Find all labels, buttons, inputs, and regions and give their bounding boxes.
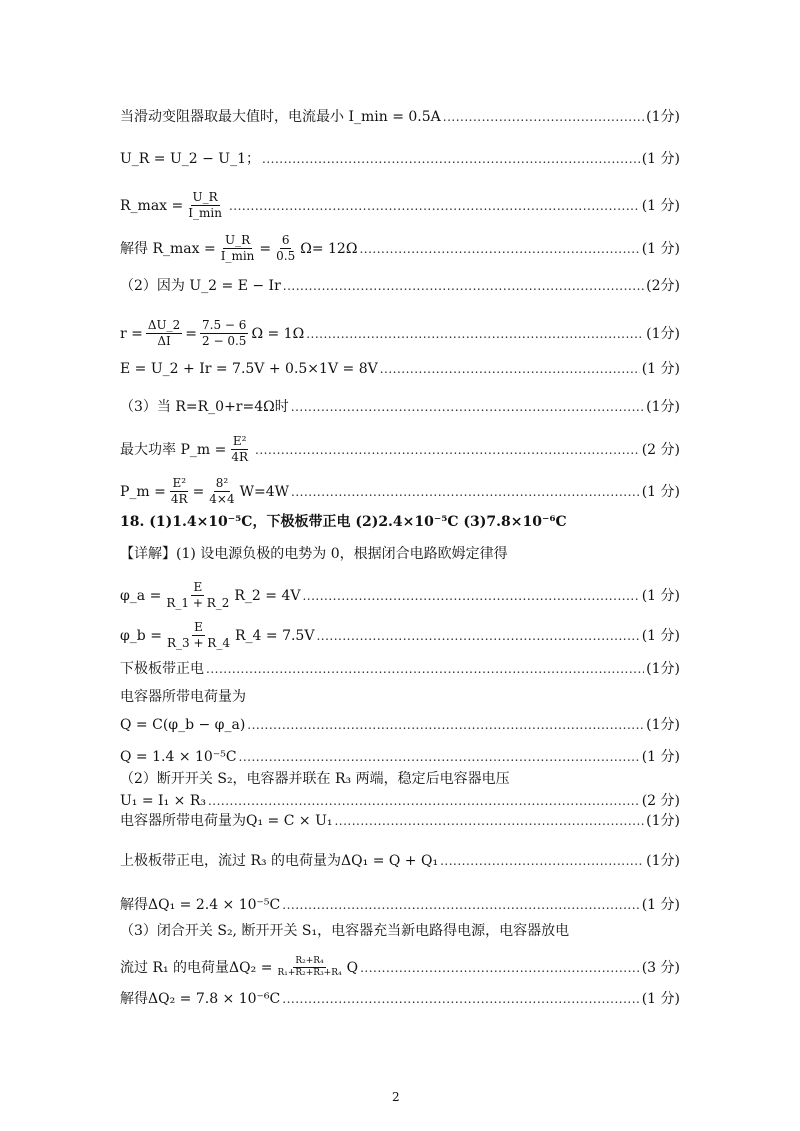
solution-line-7 [120,360,680,378]
part2-intro: （2）断开开关 S₂，电容器并联在 R₃ 两端，稳定后电容器电压 [120,771,510,787]
score: (1 分) [641,361,680,377]
score: (1分) [646,109,680,125]
score: (1 分) [641,749,680,765]
leader-dots [359,240,639,258]
lower-plate-line [120,660,680,678]
expression [120,956,358,979]
solution-line-4 [120,233,680,264]
leader-dots [291,483,640,501]
expression [120,476,289,507]
score: (3 分) [641,959,680,976]
part3-intro: （3）闭合开关 S₂, 断开开关 S₁，电容器充当新电路得电源，电容器放电 [120,923,570,939]
expr-prefix: P_m = [120,483,166,500]
leader-dots [208,792,640,810]
leader-dots [306,325,644,343]
expression [120,434,253,465]
numerator: U_R [224,233,251,247]
score: (1 分) [641,991,680,1007]
leader-dots [316,627,639,645]
score: (1分) [646,399,680,415]
part2-line-2 [120,812,680,830]
solution-line-5 [120,277,680,295]
solution-line-9 [120,434,680,465]
phi-a-line [120,580,680,611]
part2-line-3 [120,852,680,870]
solution-line-3 [120,190,680,221]
expression: 电容器所带电荷量为Q₁ = C × U₁ [120,813,333,829]
leader-dots [334,812,644,830]
denominator: 4R [170,492,188,506]
fraction [207,476,236,507]
numerator: 7.5 − 6 [202,318,247,332]
q-value-line [120,748,680,766]
denominator: I_min [220,249,255,263]
score: (1 分) [641,483,680,500]
score: (1分) [646,661,680,677]
leader-dots [440,852,644,870]
leader-dots [380,360,640,378]
expr-prefix: φ_b = [120,627,162,644]
leader-dots [302,587,639,605]
fraction [219,233,257,264]
numerator: E [194,620,203,634]
fraction [186,190,224,221]
denominator: R_1 + R_2 [166,596,230,610]
leader-dots [247,716,644,734]
solution-line-2 [120,150,680,168]
expression [120,190,227,221]
denominator: I_min [188,206,222,220]
leader-dots [229,197,640,215]
fraction [164,580,231,611]
score: (1分) [646,853,680,869]
score: (1 分) [641,197,680,214]
leader-dots [255,441,640,459]
expr-prefix: 解得 R_max = [120,240,216,257]
numerator: R₂+R₄ [295,956,324,966]
score: (2 分) [641,793,680,809]
leader-dots [443,108,644,126]
part3-line [120,956,680,979]
expression: U₁ = I₁ × R₃ [120,793,206,809]
expr-suffix: R_2 = 4V [234,587,301,604]
score: (1分) [646,717,680,733]
score: (1分) [646,813,680,829]
fraction [165,620,232,651]
score: (1 分) [641,897,680,913]
expr-prefix: 流过 R₁ 的电荷量ΔQ₂ = [120,959,273,976]
fraction [274,233,297,264]
score: (1 分) [641,627,680,644]
numerator: E² [172,476,187,490]
detail-intro: 【详解】(1) 设电源负极的电势为 0，根据闭合电路欧姆定律得 [120,546,508,562]
leader-dots [360,959,640,977]
expression: E = U_2 + Ir = 7.5V + 0.5×1V = 8V [120,361,378,377]
expr-suffix: Ω= 12Ω [300,240,358,257]
expr-suffix: W=4W [239,483,290,500]
phi-b-line [120,620,680,651]
fraction [169,476,190,507]
leader-dots [206,660,644,678]
capacitor-charge-label: 电容器所带电荷量为 [120,689,246,705]
solution-line-8 [120,398,680,416]
denominator: 0.5 [276,249,296,263]
numerator: 6 [281,233,290,247]
score: (1 分) [641,240,680,257]
page-number: 2 [392,1090,400,1104]
leader-dots [283,277,644,295]
fraction [146,318,182,349]
equals: = [192,483,205,500]
solution-line-1 [120,108,680,126]
denominator: 4×4 [209,492,235,506]
score: (1分) [646,325,680,342]
expr-prefix: φ_a = [120,587,162,604]
expression [120,580,300,611]
numerator: 8² [215,476,229,490]
score: (1 分) [641,587,680,604]
expression [120,318,304,349]
fraction [200,318,248,349]
solution-line-6 [120,318,680,349]
expression: （3）当 R=R_0+r=4Ω时 [120,399,289,415]
solution-line-10 [120,476,680,507]
numerator: E² [232,434,247,448]
part2-line-4 [120,896,680,914]
expression: U_R = U_2 − U_1； [120,151,261,167]
expr-suffix: Ω = 1Ω [251,325,305,342]
expression [120,620,314,651]
expr-suffix: R_4 = 7.5V [234,627,315,644]
numerator: U_R [192,190,218,204]
numerator: ΔU_2 [147,318,181,332]
expression [120,233,357,264]
leader-dots [282,990,639,1008]
expression: Q = C(φ_b − φ_a) [120,717,246,733]
equals: = [185,325,198,342]
expr-prefix: r = [120,325,143,342]
expression: （2）因为 U_2 = E − Ir [120,278,281,294]
denominator: 4R [231,450,248,464]
q18-answer: 18. (1)1.4×10⁻⁵C，下极板带正电 (2)2.4×10⁻⁵C (3)7.8×10⁻⁶C [120,514,567,530]
leader-dots [282,896,639,914]
score: (2分) [646,278,680,294]
q-formula-line [120,716,680,734]
expr-prefix: R_max = [120,197,184,214]
fraction [229,434,250,465]
fraction [275,956,343,979]
part2-line-1 [120,792,680,810]
part3-final-line [120,990,680,1008]
leader-dots [262,150,640,168]
expr-prefix: 最大功率 P_m = [120,441,227,458]
score: (2 分) [641,441,680,458]
expr-suffix: Q [346,959,359,976]
expression: 解得ΔQ₂ = 7.8 × 10⁻⁶C [120,991,281,1007]
denominator: ΔI [157,334,171,348]
denominator: R₁+R₂+R₃+R₄ [277,968,342,978]
expression: 下极板带正电 [120,661,204,677]
expression: 上极板带正电，流过 R₃ 的电荷量为ΔQ₁ = Q + Q₁ [120,853,439,869]
numerator: E [193,580,203,594]
expression: Q = 1.4 × 10⁻⁵C [120,749,237,765]
denominator: 2 − 0.5 [202,334,247,348]
equals: = [259,240,272,257]
expression: 解得ΔQ₁ = 2.4 × 10⁻⁵C [120,897,281,913]
denominator: R_3 + R_4 [166,636,230,650]
expression: 当滑动变阻器取最大值时，电流最小 I_min = 0.5A [120,109,441,125]
leader-dots [291,398,644,416]
leader-dots [239,748,640,766]
score: (1 分) [641,151,680,167]
